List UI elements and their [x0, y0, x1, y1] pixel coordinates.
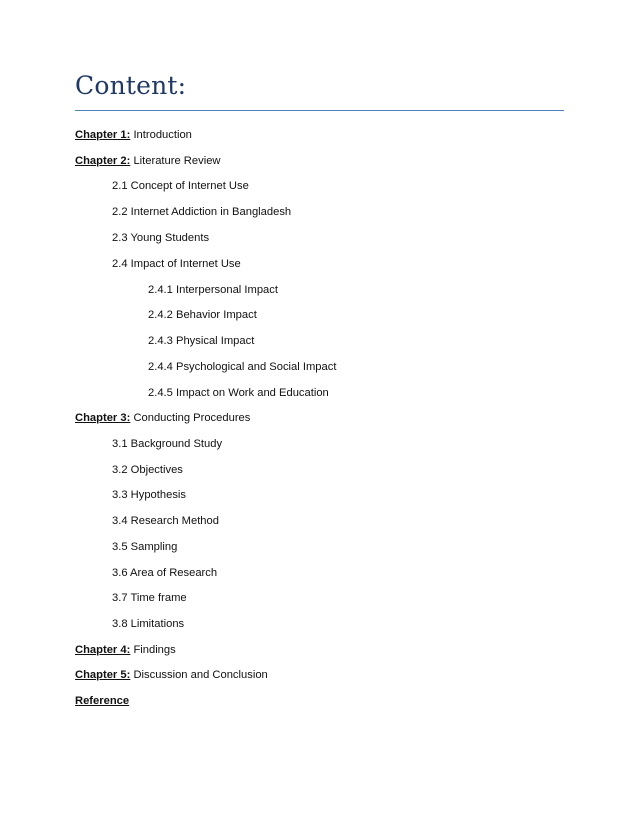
- toc-chapter-2: [75, 153, 221, 169]
- toc-section-3-6: 3.6 Area of Research: [112, 567, 218, 579]
- chapter-4-label: Chapter 4:: [75, 644, 131, 656]
- chapter-1-label: Chapter 1:: [75, 129, 131, 141]
- toc-section-2-4-5: 2.4.5 Impact on Work and Education: [148, 387, 329, 399]
- toc-section-3-1: 3.1 Background Study: [112, 438, 223, 450]
- chapter-3-title: Conducting Procedures: [133, 412, 251, 424]
- toc-reference: Reference: [75, 695, 130, 707]
- chapter-5-title: Discussion and Conclusion: [133, 669, 268, 681]
- toc-section-2-2: 2.2 Internet Addiction in Bangladesh: [112, 206, 292, 218]
- toc-section-3-4: 3.4 Research Method: [112, 515, 219, 527]
- toc-section-2-4-3: 2.4.3 Physical Impact: [148, 335, 255, 347]
- chapter-3-label: Chapter 3:: [75, 412, 131, 424]
- toc-section-2-1: 2.1 Concept of Internet Use: [112, 180, 249, 192]
- toc-section-3-5: 3.5 Sampling: [112, 541, 178, 553]
- page-title: Content:: [75, 71, 187, 100]
- toc-section-2-4-2: 2.4.2 Behavior Impact: [148, 309, 257, 321]
- toc-chapter-3: [75, 410, 250, 426]
- chapter-1-title: Introduction: [133, 129, 192, 141]
- toc-section-2-4-4: 2.4.4 Psychological and Social Impact: [148, 361, 337, 373]
- toc-section-2-4: 2.4 Impact of Internet Use: [112, 258, 241, 270]
- chapter-2-label: Chapter 2:: [75, 155, 131, 167]
- chapter-2-title: Literature Review: [133, 155, 221, 167]
- toc-chapter-5: [75, 667, 268, 683]
- chapter-4-title: Findings: [133, 644, 176, 656]
- chapter-5-label: Chapter 5:: [75, 669, 131, 681]
- toc-section-3-3: 3.3 Hypothesis: [112, 489, 187, 501]
- toc-section-2-3: 2.3 Young Students: [112, 232, 210, 244]
- toc-chapter-4: [75, 642, 176, 658]
- toc-section-3-2: 3.2 Objectives: [112, 464, 183, 476]
- toc-section-3-8: 3.8 Limitations: [112, 618, 185, 630]
- toc-section-3-7: 3.7 Time frame: [112, 592, 187, 604]
- toc-chapter-1: [75, 127, 192, 143]
- toc-section-2-4-1: 2.4.1 Interpersonal Impact: [148, 284, 278, 296]
